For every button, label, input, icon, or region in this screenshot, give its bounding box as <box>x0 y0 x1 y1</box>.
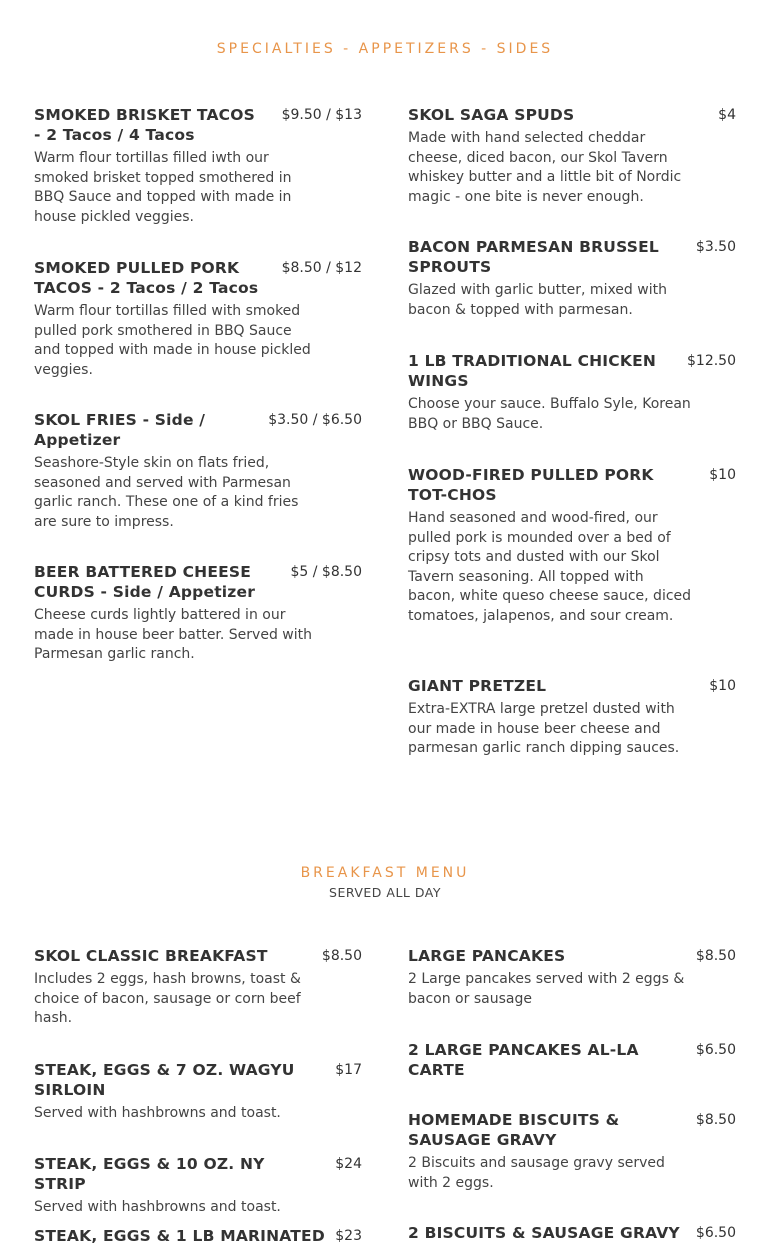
item-name: SMOKED PULLED PORK TACOS - 2 Tacos / 2 Tacos <box>34 259 259 297</box>
item-name: BEER BATTERED CHEESE CURDS - Side / Appetizer <box>34 563 256 601</box>
item-price: $8.50 <box>695 948 736 964</box>
item-price: $8.50 / $12 <box>281 260 362 276</box>
section-subtitle: SERVED ALL DAY <box>329 885 441 900</box>
item-price: $3.50 / $6.50 <box>268 412 362 428</box>
item-description: Glazed with garlic butter, mixed with bacon & topped with parmesan. <box>408 282 667 318</box>
item-price: $10 <box>709 467 736 483</box>
item-description: Extra-EXTRA large pretzel dusted with our made in house beer cheese and parmesan garlic ranch dipping sauces. <box>408 701 680 756</box>
menu-item <box>408 465 736 626</box>
item-name: STEAK, EGGS & 1 LB MARINATED <box>34 1227 325 1245</box>
item-price: $17 <box>335 1062 362 1078</box>
item-name: BACON PARMESAN BRUSSEL SPROUTS <box>408 238 659 276</box>
item-price: $6.50 <box>695 1042 736 1058</box>
item-description: Made with hand selected cheddar cheese, diced bacon, our Skol Tavern whiskey butter and a little bit of Nordic magic - one bite is never enough. <box>408 130 682 205</box>
section-title-specialties: SPECIALTIES - APPETIZERS - SIDES <box>216 41 554 57</box>
menu-item <box>408 676 736 759</box>
menu-item <box>34 562 362 665</box>
item-description: Warm flour tortillas filled with smoked pulled pork smothered in BBQ Sauce and topped with made in house pickled veggies. <box>34 303 311 378</box>
item-name: SKOL FRIES - Side / Appetizer <box>34 411 206 449</box>
menu-item <box>34 1060 362 1124</box>
item-price: $9.50 / $13 <box>281 107 362 123</box>
menu-item <box>408 105 736 207</box>
item-price: $6.50 <box>695 1225 736 1241</box>
item-price: $23 <box>335 1228 362 1244</box>
item-name: STEAK, EGGS & 10 OZ. NY STRIP <box>34 1155 265 1193</box>
menu-item <box>408 237 736 320</box>
menu-item <box>34 946 362 1029</box>
item-name: SKOL SAGA SPUDS <box>408 106 575 124</box>
item-price: $8.50 <box>695 1112 736 1128</box>
item-description: Served with hashbrowns and toast. <box>34 1105 281 1121</box>
menu-item <box>408 1040 736 1080</box>
item-name: 1 LB TRADITIONAL CHICKEN WINGS <box>408 352 657 390</box>
item-price: $3.50 <box>695 239 736 255</box>
item-price: $4 <box>718 107 736 123</box>
item-description: Served with hashbrowns and toast. <box>34 1199 281 1215</box>
item-description: Includes 2 eggs, hash browns, toast & choice of bacon, sausage or corn beef hash. <box>34 971 301 1026</box>
menu-item <box>408 1110 736 1193</box>
item-description: Cheese curds lightly battered in our made in house beer batter. Served with Parmesan garlic ranch. <box>34 607 312 662</box>
item-description: Warm flour tortillas filled iwth our smoked brisket topped smothered in BBQ Sauce and topped with made in house pickled veggies. <box>34 150 292 225</box>
menu-item <box>34 105 362 227</box>
item-name: HOMEMADE BISCUITS & SAUSAGE GRAVY <box>408 1111 620 1149</box>
item-name: SKOL CLASSIC BREAKFAST <box>34 947 268 965</box>
menu-item <box>34 1226 362 1246</box>
menu-item <box>408 351 736 434</box>
item-name: 2 LARGE PANCAKES AL-LA CARTE <box>408 1041 639 1079</box>
item-price: $24 <box>335 1156 362 1172</box>
menu-item <box>34 258 362 380</box>
item-description: 2 Large pancakes served with 2 eggs & bacon or sausage <box>408 971 685 1007</box>
item-name: WOOD-FIRED PULLED PORK TOT-CHOS <box>408 466 654 504</box>
item-name: 2 BISCUITS & SAUSAGE GRAVY <box>408 1224 680 1242</box>
menu-item <box>408 946 736 1009</box>
item-name: GIANT PRETZEL <box>408 677 547 695</box>
item-price: $12.50 <box>687 353 736 369</box>
item-description: 2 Biscuits and sausage gravy served with 2 eggs. <box>408 1155 665 1191</box>
item-price: $8.50 <box>321 948 362 964</box>
item-name: LARGE PANCAKES <box>408 947 566 965</box>
item-description: Choose your sauce. Buffalo Syle, Korean BBQ or BBQ Sauce. <box>408 396 691 432</box>
item-description: Seashore-Style skin on flats fried, seasoned and served with Parmesan garlic ranch. These one of a kind fries are sure to impress. <box>34 455 299 530</box>
item-price: $10 <box>709 678 736 694</box>
item-description: Hand seasoned and wood-fired, our pulled pork is mounded over a bed of cripsy tots and dusted with our Skol Tavern seasoning. All topped with bacon, white queso cheese sauce, diced tomatoes, jalapenos, and sour cream. <box>408 510 692 624</box>
menu-item <box>408 1223 736 1243</box>
item-price: $5 / $8.50 <box>290 564 362 580</box>
section-title-breakfast: BREAKFAST MENU <box>300 865 470 881</box>
menu-item <box>34 1154 362 1218</box>
item-name: SMOKED BRISKET TACOS - 2 Tacos / 4 Tacos <box>34 106 255 144</box>
item-name: STEAK, EGGS & 7 OZ. WAGYU SIRLOIN <box>34 1061 295 1099</box>
menu-item <box>34 410 362 532</box>
